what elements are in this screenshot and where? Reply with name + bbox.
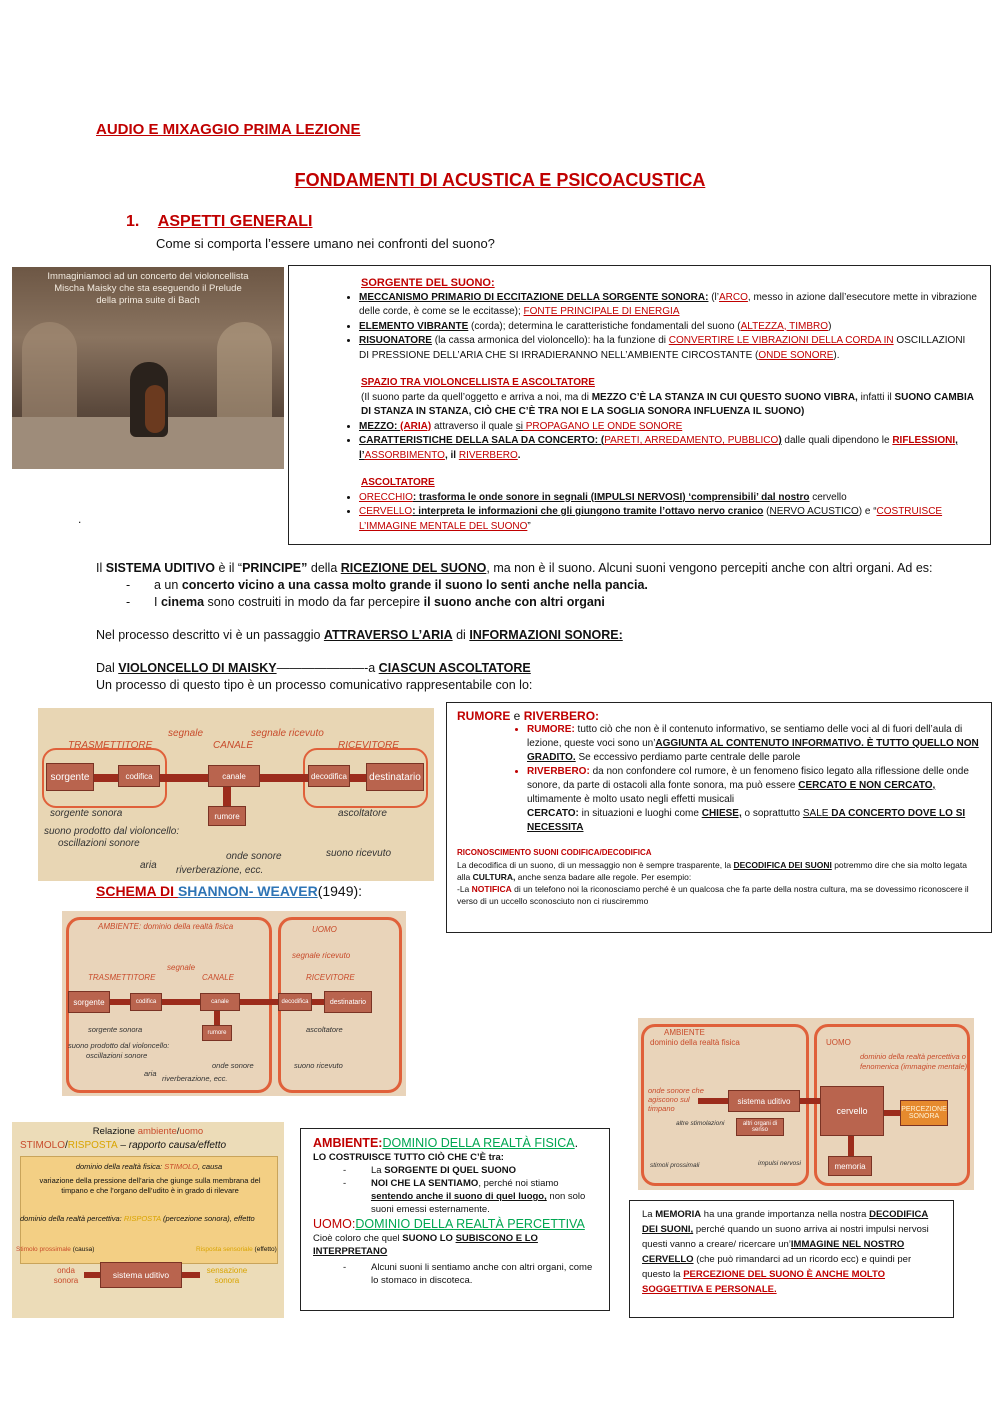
label-signal: segnale [167, 963, 196, 972]
label-nerve-impulses: impulsi nervosi [758, 1160, 801, 1167]
bold-text: DECODIFICA DEI SUONI [733, 860, 832, 870]
physical-domain-text: DOMINIO DELLA REALTÀ FISICA [382, 1136, 575, 1150]
label-channel: CANALE [202, 973, 235, 982]
mental-image-text: COSTRUISCE L’IMMAGINE MENTALE DEL SUONO [359, 506, 943, 532]
list-item [359, 420, 978, 435]
air-text: (ARIA) [400, 420, 432, 432]
bold-text: AGGIUNTA AL CONTENUTO INFORMATIVO. È TUTTO QUELLO NON GRADITO. [527, 738, 979, 763]
label-physical-domain: dominio della realtà fisica [650, 1038, 740, 1047]
text-run: (corda); determina le caratteristiche fondamentali del suono ( [468, 320, 741, 332]
text-run: AMBIENTE: [313, 1136, 383, 1150]
text-run: e [510, 709, 524, 723]
bold-text: SUONO CAMBIA DI STANZA IN STANZA, CIÒ CHE C’È TRA NOI E LA SOGLIA SONORA INFLUENZA IL SUONO) [361, 391, 974, 417]
text-run: perché quando un suono arriva ai nostri impulsi nervosi questi vanno a creare/ ricercare un’ [642, 1224, 929, 1250]
text-run: ( [763, 506, 770, 517]
paragraph [96, 560, 976, 577]
medium-label: MEZZO: [359, 420, 401, 432]
text-run: OSCILLAZIONI DI PRESSIONE DELL’ARIA CHE SI IRRADIERANNO NELL’AMBIENTE CIRCOSTANTE ( [359, 335, 966, 361]
label-oscillations: oscillazioni sonore [58, 838, 140, 849]
arrow-source-encoding [94, 774, 118, 782]
text-run: , causa [197, 1162, 223, 1171]
variation-text: variazione della pressione dell’aria che giunge sulla membrana del timpano e che l’organo dell’udito è in grado di rilevare [39, 1176, 261, 1195]
text-run: potremmo dire che sia molto legata alla [457, 860, 967, 882]
box-encoding: codifica [130, 993, 162, 1011]
text-run: sono costruiti in modo da far percepire [204, 595, 424, 609]
bold-text: SISTEMA UDITIVO [105, 561, 215, 575]
bold-text: : interpreta le informazioni che gli giungono tramite l’ottavo nervo cranico [412, 506, 764, 517]
vibrating-element-label: ELEMENTO VIBRANTE [359, 320, 469, 332]
bold-text: CERCATO E NON CERCATO, [798, 780, 936, 791]
text-run: ) e “ [858, 506, 877, 517]
notification-text: NOTIFICA [471, 884, 512, 894]
paragraph [96, 627, 976, 644]
text-run: ) [778, 435, 782, 446]
label-man: UOMO [826, 1038, 851, 1047]
sought-paragraph [527, 807, 981, 835]
medium-list [337, 420, 978, 464]
text-run: ultimamente è molto usato negli effetti musicali [527, 794, 735, 805]
bold-text: CERCATO: [527, 808, 579, 819]
paragraph [96, 660, 976, 677]
text-run: -La [457, 884, 472, 894]
label-perceptual-domain: dominio della realtà percettiva o fenomenica (immagine mentale) [860, 1052, 968, 1071]
stimulus-response-diagram [12, 1122, 284, 1318]
hall-label: CARATTERISTICHE DELLA SALA DA CONCERTO: ( [359, 435, 605, 446]
arrow [214, 1011, 220, 1025]
text-run: (la cassa armonica del violoncello): ha la funzione di [431, 335, 669, 346]
bold-text: DA CONCERTO DOVE LO SI NECESSITA [527, 808, 966, 833]
text-run: dominio della realtà fisica: [75, 1162, 165, 1171]
label-reverberation: riverberazione, ecc. [162, 1074, 228, 1083]
text-run: (causa) [70, 1246, 95, 1253]
intro-question: Come si comporta l’essere umano nei confronti del suono? [156, 236, 495, 251]
box-brain: cervello [820, 1086, 884, 1136]
arrow [162, 999, 200, 1005]
text-run: SALE [802, 808, 829, 819]
text-run: Dal [96, 661, 119, 675]
text-run: si [515, 420, 523, 432]
resonator-label: RISUONATORE [359, 335, 432, 346]
text-run: ha una grande importanza nella nostra [701, 1209, 870, 1220]
bold-text: RICEZIONE DEL SUONO [340, 561, 487, 575]
text-run: Risposta sensoriale [196, 1246, 253, 1253]
label-air: aria [140, 860, 157, 871]
man-paragraph [313, 1232, 597, 1258]
text-run: attraverso il quale [431, 420, 516, 432]
bold-text: IMMAGINE NEL NOSTRO CERVELLO [642, 1239, 905, 1265]
list-item [359, 491, 978, 506]
cello-instrument [145, 385, 165, 433]
memory-box [629, 1200, 954, 1318]
bold-text: CIASCUN ASCOLTATORE [378, 661, 531, 675]
text-run: uomo [179, 1126, 204, 1137]
text-run: non solo suoni emessi esternamente. [371, 1191, 586, 1215]
text-run: La [371, 1165, 385, 1176]
text-run: ambiente [137, 1126, 177, 1137]
lesson-title: AUDIO E MIXAGGIO PRIMA LEZIONE [96, 121, 361, 138]
decoding-title: RICONOSCIMENTO SUONI CODIFICA/DECODIFICA [457, 848, 652, 857]
label-receiver: RICEVITORE [306, 973, 355, 982]
text-run: Relazione [92, 1126, 138, 1137]
pitch-timbre-text: ALTEZZA, TIMBRO [740, 320, 829, 332]
bold-text: NOI CHE LA SENTIAMO [371, 1178, 479, 1189]
box-noise: rumore [202, 1025, 232, 1041]
box-channel: canale [200, 993, 240, 1011]
section-number: 1. [126, 213, 140, 230]
box-perception: PERCEZIONE SONORA [900, 1100, 948, 1126]
text-run: (che può rimandarci ad un ricordo ecc) e quindi per questo la [642, 1254, 912, 1280]
label-sound-produced: suono prodotto dal violoncello: [44, 826, 180, 837]
bold-text: MEMORIA [655, 1209, 702, 1220]
label-other-stimulations: altre stimolazioni [676, 1120, 725, 1127]
sound-waves-text: ONDE SONORE [758, 349, 834, 361]
text-run: RISPOSTA [67, 1140, 118, 1151]
bold-text: concerto vicino a una cassa molto grande il suono lo senti anche nella pancia. [181, 578, 648, 592]
ear-text: ORECCHIO [359, 491, 413, 503]
environment-box [300, 1128, 610, 1311]
dot-marker: . [78, 512, 82, 526]
label-channel: CANALE [213, 740, 254, 751]
text-run: , messo in azione dall’esecutore mette in vibrazione delle corde, è come se le eccitasse); [359, 291, 977, 317]
text-run: di un telefono noi la riconosciamo perché è un qualcosa che fa parte della nostra cultura, ma se dovessimo riconoscere il verso di un uccello sconosciuto non ci riusciremmo [457, 884, 969, 906]
text-run: , ma non è il suono. Alcuni suoni vengono percepiti anche con altri organi. Ad es: [486, 561, 933, 575]
reverb-text: RIVERBERO [458, 449, 518, 461]
caption-line: della prima suite di Bach [96, 295, 200, 306]
box-recipient: destinatario [324, 991, 372, 1013]
arrow [800, 1098, 820, 1104]
sound-wave-label: onda sonora [53, 1266, 79, 1285]
box-encoding: codifica [118, 765, 160, 787]
bold-text: CULTURA, [472, 872, 516, 882]
label-sound-received: suono ricevuto [326, 848, 392, 859]
box-decoding: decodifica [308, 765, 350, 787]
bold-text: : trasforma le onde sonore in segnali (IMPULSI NERVOSI) ‘comprensibili’ dal nostro [412, 491, 810, 503]
list-item [359, 334, 978, 363]
text-run: ). [833, 349, 840, 361]
bold-text: ATTRAVERSO L’ARIA [323, 628, 453, 642]
arrow-decoding-recipient [350, 774, 366, 782]
label-listener: ascoltatore [306, 1025, 343, 1034]
proximal-stimulus-label [16, 1246, 94, 1253]
list-item [527, 723, 981, 765]
arrow-encoding-channel [160, 774, 208, 782]
perceptual-domain-text: DOMINIO DELLA REALTÀ PERCETTIVA [355, 1217, 585, 1231]
label-sound-received: suono ricevuto [294, 1061, 343, 1070]
text-run: Stimolo prossimale [16, 1246, 71, 1253]
text-run: a un [154, 578, 182, 592]
space-paragraph [361, 391, 978, 420]
label-transmitter: TRASMETTITORE [88, 973, 156, 982]
box-channel: canale [208, 765, 260, 787]
text-run: ———————-a [276, 661, 379, 675]
brain-text: CERVELLO [359, 506, 413, 517]
text-run: dominio della realtà percettiva: [20, 1214, 124, 1223]
acoustic-nerve-text: NERVO ACUSTICO [769, 506, 859, 517]
arch-right [217, 322, 272, 432]
bold-text: MEZZO C’È LA STANZA IN CUI QUESTO SUONO VIBRA, [591, 391, 858, 403]
label-environment: AMBIENTE [664, 1028, 705, 1037]
listener-list [337, 491, 978, 535]
list-item [359, 505, 978, 534]
text-run: , l’ [359, 435, 958, 461]
source-list [337, 291, 978, 364]
text-run: da non confondere col rumore, è un fenomeno fisico legato alla riflessione delle onde sonore, da parte di ostacoli alla fonte sonora, ma può essere [527, 766, 969, 791]
arrow [182, 1272, 200, 1278]
text-run: . [517, 449, 521, 461]
text-run: o soprattutto [741, 808, 803, 819]
text-run: Cioè coloro che quel [313, 1233, 403, 1244]
shannon-weaver-name: SHANNON- WEAVER [177, 883, 318, 899]
label-oscillations: oscillazioni sonore [86, 1051, 148, 1060]
arrow [884, 1110, 900, 1116]
caption-line: Mischa Maisky che sta eseguendo il Prelude [54, 283, 242, 294]
text-run: La [642, 1209, 656, 1220]
label-received-signal: segnale ricevuto [251, 728, 324, 739]
noise-title [457, 709, 981, 723]
caption-line: Immaginiamoci ad un concerto del violoncellista [47, 271, 249, 282]
box-other-organs: altri organi di senso [736, 1118, 784, 1136]
bold-text: sentendo anche il suono di quel luogo, [371, 1191, 547, 1202]
label-signal: segnale [168, 728, 204, 739]
decoding-paragraph [457, 859, 981, 907]
label-sound-waves: onde sonore [226, 851, 282, 862]
main-title: FONDAMENTI DI ACUSTICA E PSICOACUSTICA [294, 170, 706, 190]
arrow [84, 1272, 100, 1278]
label-air: aria [144, 1069, 157, 1078]
text-run: La decodifica di un suono, di un messaggio non è sempre trasparente, la [457, 860, 734, 870]
shannon-diagram-2 [62, 911, 406, 1096]
sound-sensation-label: sensazione sonora [206, 1266, 248, 1285]
environment-list [313, 1164, 597, 1216]
body-text [96, 560, 976, 694]
perceptual-domain-text [20, 1214, 284, 1223]
arrow [848, 1136, 854, 1156]
text-run: STIMOLO [164, 1162, 198, 1171]
bold-text: cinema [160, 595, 205, 609]
propagation-text: PROPAGANO LE ONDE SONORE [522, 420, 683, 432]
text-run: della [307, 561, 341, 575]
text-run: – rapporto causa/effetto [117, 1140, 227, 1151]
convert-vibrations-text: CONVERTIRE LE VIBRAZIONI DELLA CORDA IN [668, 335, 894, 346]
paragraph: Un processo di questo tipo è un processo comunicativo rappresentabile con lo: [96, 678, 533, 692]
label-sound-source: sorgente sonora [50, 808, 123, 819]
schema-label: SCHEMA DI [96, 883, 178, 899]
year-text: (1949): [317, 883, 363, 899]
text-run: , il [444, 449, 459, 461]
text-run: dalle quali dipendono le [781, 435, 893, 446]
bold-text: CHIESE, [701, 808, 742, 819]
label-man: UOMO [312, 925, 337, 934]
space-title: SPAZIO TRA VIOLONCELLISTA E ASCOLTATORE [361, 377, 595, 388]
cello-caption [12, 271, 284, 307]
box-auditory-system: sistema uditivo [728, 1090, 800, 1112]
arrow-channel-decoding [260, 774, 308, 782]
label-sound-source: sorgente sonora [88, 1025, 143, 1034]
list-item [343, 1177, 597, 1216]
label-reverberation: riverberazione, ecc. [176, 865, 264, 876]
hall-elements-text: PARETI, ARREDAMENTO, PUBBLICO [604, 435, 779, 446]
label-sound-waves: onde sonore [212, 1061, 254, 1070]
box-recipient: destinatario [366, 763, 424, 791]
noise-reverb-box [446, 702, 992, 933]
text-run: anche senza badare alle regole. Per esempio: [515, 872, 692, 882]
box-auditory-system: sistema uditivo [100, 1262, 182, 1288]
list-item [126, 594, 976, 611]
text-run: . [574, 1136, 579, 1150]
bold-text: il suono anche con altri organi [423, 595, 605, 609]
label-receiver: RICEVITORE [338, 740, 399, 751]
reverb-label: RIVERBERO: [527, 766, 590, 777]
environment-title [313, 1135, 597, 1151]
label-transmitter: TRASMETTITORE [68, 740, 153, 751]
text-run: RISPOSTA [123, 1214, 161, 1223]
text-run: I [154, 595, 161, 609]
bold-text: SUONO LO [402, 1233, 456, 1244]
text-run: , perché noi stiamo [478, 1178, 559, 1189]
perception-diagram [638, 1018, 974, 1190]
list-item [343, 1164, 597, 1177]
noise-list [505, 723, 981, 807]
section-heading [126, 213, 312, 231]
text-run: / [65, 1140, 68, 1151]
listener-title: ASCOLTATORE [361, 477, 435, 488]
text-run: ” [527, 520, 531, 532]
list-item [359, 291, 978, 320]
title-reverb: RIVERBERO: [523, 709, 600, 723]
arch-left [22, 322, 77, 432]
text-run: è il “ [215, 561, 243, 575]
shannon-title [96, 883, 362, 899]
text-run: Il [96, 561, 106, 575]
text-run: di [452, 628, 470, 642]
bold-text: INFORMAZIONI SONORE: [469, 628, 623, 642]
label-sound-produced: suono prodotto dal violoncello: [68, 1041, 170, 1050]
text-run: (percezione sonora), effetto [160, 1214, 255, 1223]
bold-text: SORGENTE DI QUEL SUONO [384, 1165, 517, 1176]
text-run: UOMO: [313, 1217, 356, 1231]
box-source: sorgente [68, 991, 110, 1013]
label-received-signal: segnale ricevuto [292, 951, 351, 960]
text-run: Se eccessivo perdiamo parte centrale delle parole [575, 752, 801, 763]
sensory-response-label [196, 1246, 277, 1253]
text-run: STIMOLO [20, 1140, 66, 1151]
source-title: SORGENTE DEL SUONO: [361, 277, 495, 289]
relation-title [12, 1126, 284, 1137]
stimulus-response-title [20, 1140, 226, 1151]
box-noise: rumore [208, 806, 246, 826]
text-run: tutto ciò che non è il contenuto informativo, se sentiamo delle voci al di fuori dell’aula di lezione, queste voci sono un’ [527, 724, 963, 749]
title-noise: RUMORE [457, 709, 511, 723]
reflections-text: RIFLESSIONI [892, 435, 956, 446]
bold-text: SUBISCONO E LO INTERPRETANO [313, 1233, 538, 1257]
arrow [312, 999, 324, 1005]
text-run: (l’ [708, 291, 720, 303]
bold-text: PRINCIPE” [242, 561, 308, 575]
physical-domain-text [20, 1162, 278, 1171]
box-source: sorgente [46, 763, 94, 791]
mechanism-label: MECCANISMO PRIMARIO DI ECCITAZIONE DELLA SORGENTE SONORA: [359, 291, 709, 303]
box-memory: memoria [828, 1156, 872, 1176]
text-run: Nel processo descritto vi è un passaggio [96, 628, 324, 642]
bold-text: DECODIFICA DEI SUONI, [642, 1209, 929, 1235]
list-item: - Alcuni suoni li sentiamo anche con altri organi, come lo stomaco in discoteca. [343, 1261, 597, 1287]
man-list [313, 1261, 597, 1287]
arco-text: ARCO [719, 291, 748, 303]
list-item [359, 320, 978, 335]
shannon-diagram-1 [38, 708, 434, 881]
sound-source-box [288, 265, 991, 545]
list-item [126, 577, 976, 594]
section-title: ASPETTI GENERALI [157, 213, 313, 230]
man-title [313, 1216, 597, 1232]
environment-subtitle: LO COSTRUISCE TUTTO CIÒ CHE C’È tra: [313, 1152, 504, 1163]
absorption-text: ASSORBIMENTO [364, 449, 445, 461]
arrow-noise-channel [223, 787, 231, 806]
text-run: cervello [809, 491, 847, 503]
text-run: / [176, 1126, 180, 1137]
noise-label: RUMORE: [527, 724, 575, 735]
label-proximal-stimuli: stimoli prossimali [650, 1162, 700, 1169]
cello-photo [12, 267, 284, 469]
example-list [96, 577, 976, 611]
text-run: infatti il [857, 391, 895, 403]
text-run: ) [828, 320, 832, 332]
perception-subjective-text: PERCEZIONE DEL SUONO È ANCHE MOLTO SOGGETTIVA E PERSONALE. [642, 1269, 886, 1295]
text-run: (effetto) [252, 1246, 277, 1253]
energy-source-text: FONTE PRINCIPALE DI ENERGIA [523, 306, 680, 317]
list-item [527, 765, 981, 807]
label-listener: ascoltatore [338, 808, 387, 819]
label-environment: AMBIENTE: dominio della realtà fisica [98, 922, 234, 931]
arrow [110, 999, 130, 1005]
text-run: in situazioni e luoghi come [578, 808, 702, 819]
text-run: (Il suono parte da quell’oggetto e arriva a noi, ma di [361, 391, 592, 403]
box-decoding: decodifica [278, 993, 312, 1011]
list-item [359, 434, 978, 463]
arrow [698, 1098, 728, 1104]
bold-text: VIOLONCELLO DI MAISKY [118, 661, 277, 675]
arrow [240, 999, 278, 1005]
label-waves-eardrum: onde sonore che agiscono sul timpano [648, 1086, 704, 1113]
